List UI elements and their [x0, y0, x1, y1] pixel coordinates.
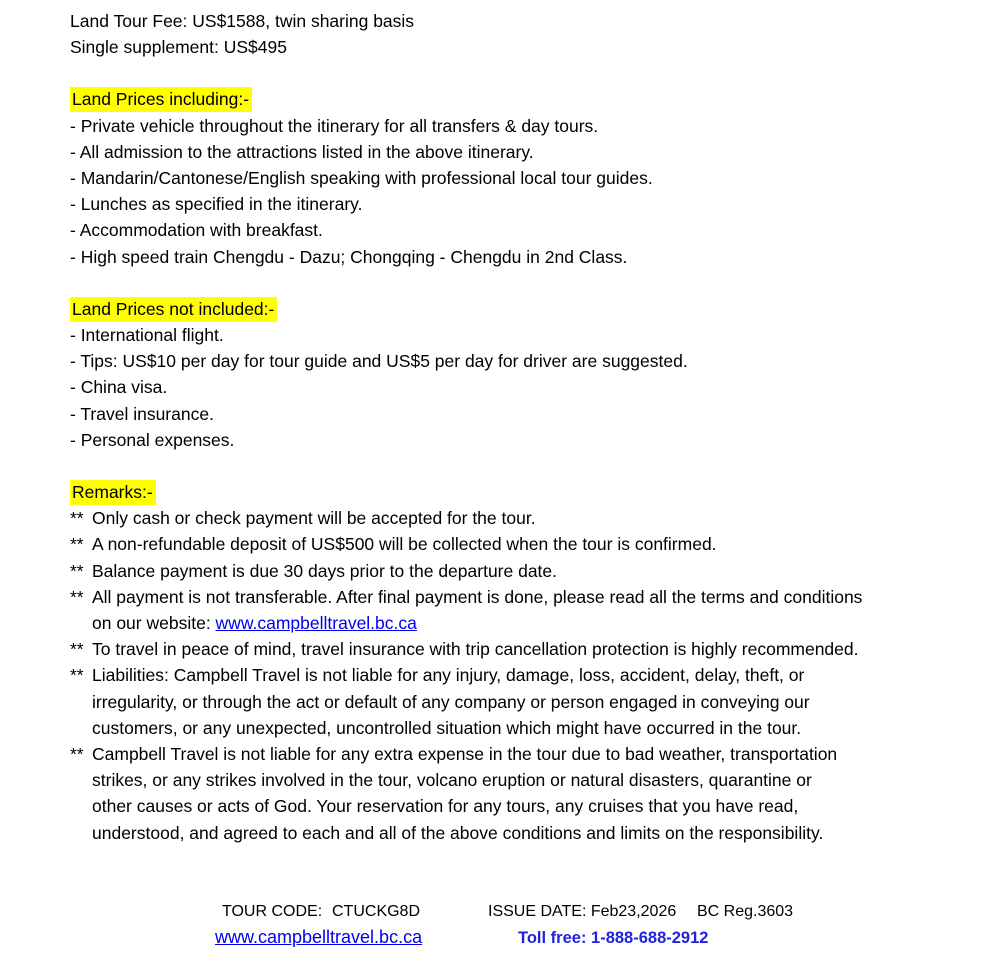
- toll-free-number: Toll free: 1-888-688-2912: [518, 928, 709, 947]
- bc-registration-number: BC Reg.3603: [697, 902, 794, 920]
- tour-code-label: TOUR CODE:: [222, 902, 323, 920]
- remark-continuation-line: other causes or acts of God. Your reservation for any tours, any cruises that you have read,: [92, 796, 799, 817]
- remark-text: Liabilities: Campbell Travel is not liable for any injury, damage, loss, accident, delay, theft, or: [92, 665, 805, 686]
- remark-line: [70, 662, 960, 688]
- section-land-prices-not-included: [70, 296, 960, 453]
- excluded-item: - International flight.: [70, 325, 224, 346]
- website-line-prefix: on our website:: [92, 613, 216, 634]
- remark-marker: **: [70, 508, 84, 529]
- section-remarks: [70, 479, 960, 846]
- remark-line: [70, 558, 960, 584]
- remark-continuation-line: customers, or any unexpected, uncontrolled situation which might have occurred in the tour.: [92, 717, 802, 738]
- highlighted-heading-including: Land Prices including:-: [70, 87, 252, 112]
- remark-continuation-line: [70, 610, 960, 636]
- included-item: - Accommodation with breakfast.: [70, 220, 323, 241]
- included-item: - Mandarin/Cantonese/English speaking with professional local tour guides.: [70, 168, 653, 189]
- section-heading-row: [70, 479, 960, 505]
- remark-marker: **: [70, 639, 84, 660]
- section-heading-row: [70, 296, 960, 322]
- single-supplement-line: Single supplement: US$495: [70, 37, 287, 58]
- included-item: - Private vehicle throughout the itinerary for all transfers & day tours.: [70, 115, 599, 136]
- remark-marker: **: [70, 534, 84, 555]
- remark-text: Only cash or check payment will be accepted for the tour.: [92, 508, 536, 529]
- remark-line: [70, 531, 960, 557]
- remark-text: Campbell Travel is not liable for any extra expense in the tour due to bad weather, transportation: [92, 744, 838, 765]
- highlighted-heading-remarks: Remarks:-: [70, 480, 156, 505]
- excluded-item: - China visa.: [70, 377, 168, 398]
- remark-text: Balance payment is due 30 days prior to the departure date.: [92, 560, 558, 581]
- land-tour-fee-line: Land Tour Fee: US$1588, twin sharing basis: [70, 11, 415, 31]
- remark-marker: **: [70, 586, 84, 607]
- highlighted-heading-not-included: Land Prices not included:-: [70, 297, 277, 322]
- section-land-prices-including: [70, 86, 960, 269]
- remark-marker: **: [70, 744, 84, 765]
- remark-continuation-line: irregularity, or through the act or default of any company or person engaged in conveying our: [92, 691, 810, 712]
- included-item: - Lunches as specified in the itinerary.: [70, 194, 363, 215]
- remark-text: All payment is not transferable. After final payment is done, please read all the terms and conditions: [92, 586, 863, 607]
- remark-marker: **: [70, 560, 84, 581]
- excluded-item: - Tips: US$10 per day for tour guide and US$5 per day for driver are suggested.: [70, 351, 688, 372]
- document-footer: [70, 899, 960, 964]
- excluded-item: - Personal expenses.: [70, 429, 235, 450]
- terms-website-link[interactable]: www.campbelltravel.bc.ca: [215, 613, 417, 634]
- section-heading-row: [70, 86, 960, 112]
- remark-line: [70, 505, 960, 531]
- issue-date: ISSUE DATE: Feb23,2026: [488, 902, 677, 920]
- remark-line: [70, 741, 960, 767]
- footer-website-link[interactable]: www.campbelltravel.bc.ca: [215, 926, 423, 947]
- remark-text: To travel in peace of mind, travel insurance with trip cancellation protection is highly recommended.: [92, 639, 859, 660]
- remark-line: [70, 636, 960, 662]
- remark-text: A non-refundable deposit of US$500 will be collected when the tour is confirmed.: [92, 534, 717, 555]
- included-item: - All admission to the attractions listed in the above itinerary.: [70, 141, 534, 162]
- remark-marker: **: [70, 665, 84, 686]
- tour-code-value: CTUCKG8D: [332, 902, 421, 920]
- remark-line: [70, 584, 960, 610]
- remark-continuation-line: strikes, or any strikes involved in the tour, volcano eruption or natural disasters, quarantine or: [92, 770, 812, 791]
- remark-continuation-line: understood, and agreed to each and all of the above conditions and limits on the responsibility.: [92, 822, 824, 843]
- intro-block: [70, 8, 960, 60]
- included-item: - High speed train Chengdu - Dazu; Chongqing - Chengdu in 2nd Class.: [70, 246, 628, 267]
- excluded-item: - Travel insurance.: [70, 403, 214, 424]
